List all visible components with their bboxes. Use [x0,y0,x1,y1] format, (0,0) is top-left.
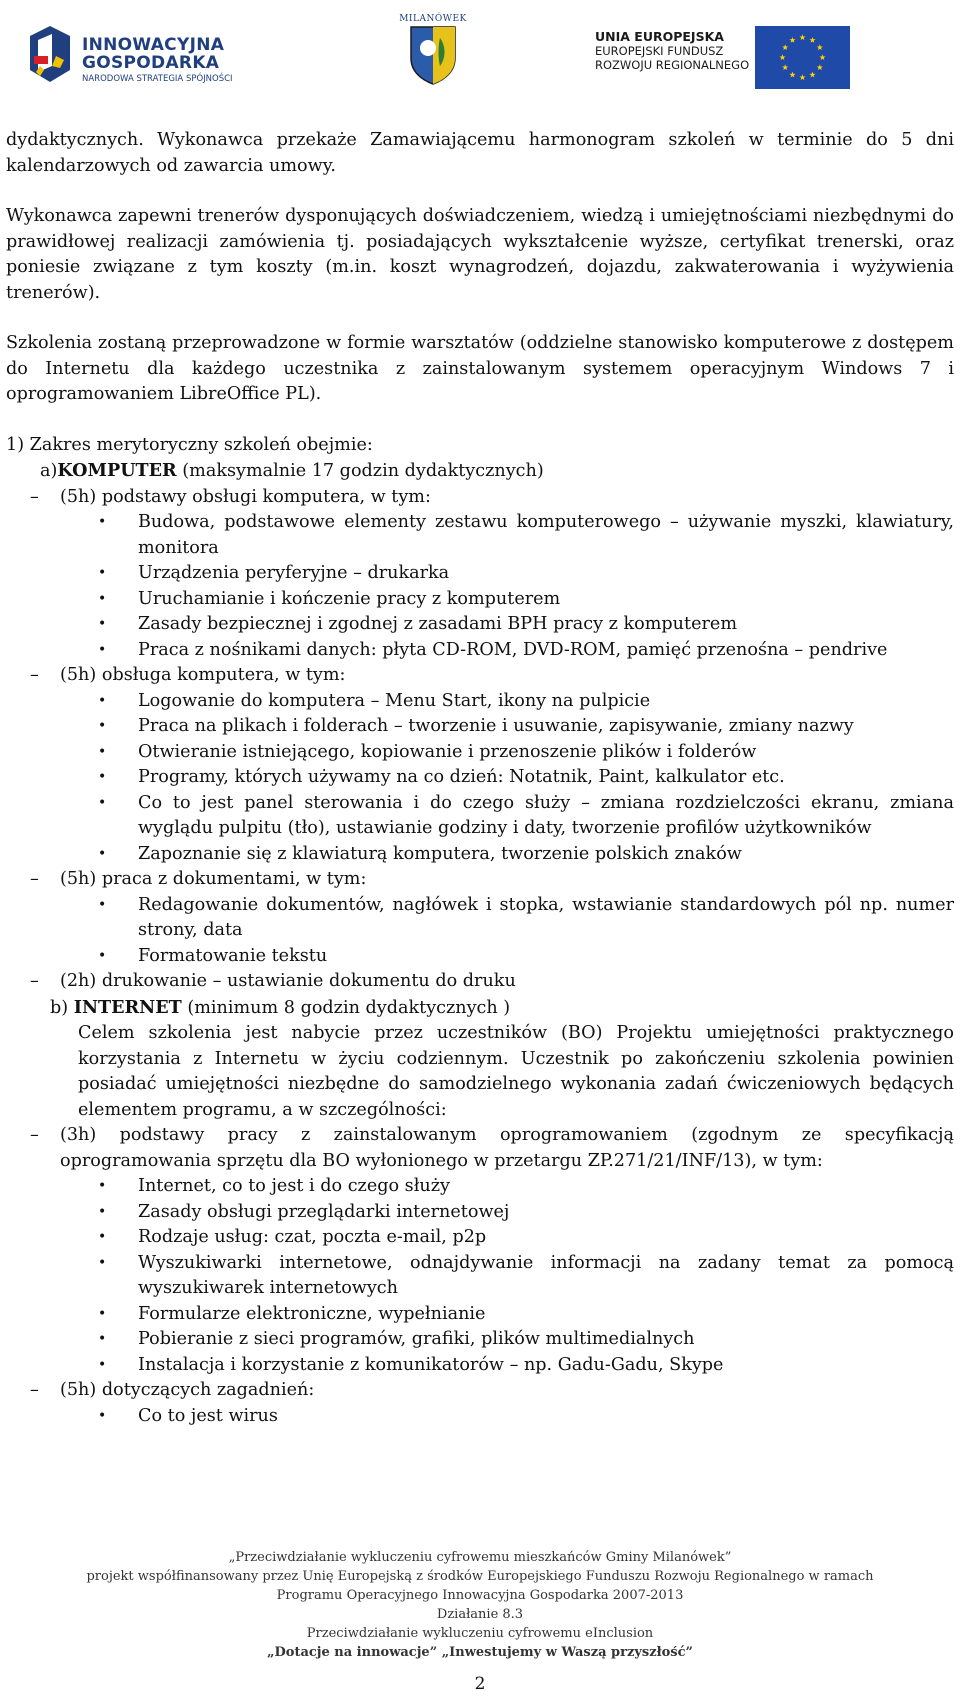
bullet-text: Logowanie do komputera – Menu Start, ikony na pulpicie [138,690,651,711]
bullet-marker: • [98,1407,107,1424]
bullet-marker: • [98,1229,107,1245]
bullet-item [6,689,954,715]
bullet-item [6,740,954,766]
bullet-item [6,714,954,740]
footer-einclusion: Przeciwdziałanie wykluczeniu cyfrowemu eInclusion [306,1626,654,1641]
dash-item-internet-basics [6,1123,954,1174]
bullet-item [6,587,954,613]
ue-logo-text [595,30,749,72]
innowacyjna-gospodarka-logo [30,22,240,92]
dash-item-operation [6,663,954,689]
bullet-item [6,842,954,868]
section-b-heading [6,995,954,1022]
bullet-text: Pobieranie z sieci programów, grafiki, plików multimedialnych [138,1329,695,1349]
bullet-text: Formatowanie tekstu [138,945,328,966]
bullet-marker: • [98,1305,107,1322]
bullet-list-documents [6,893,954,970]
ig-logo-line1: INNOWACYJNA [82,35,225,55]
bullet-item [6,612,954,638]
dash-marker: – [30,869,39,889]
paragraph-schedule: dydaktycznych. Wykonawca przekaże Zamawiającemu harmonogram szkoleń w terminie do 5 dni kalendarzowych od zawarcia umowy. [6,130,954,176]
ue-line1: UNIA EUROPEJSKA [595,29,724,44]
milanowek-crest [398,14,468,94]
bullet-item [6,1225,954,1251]
bullet-text: Programy, których używamy na co dzień: Notatnik, Paint, kalkulator etc. [138,767,785,787]
milanowek-name: MILANÓWEK [399,14,467,24]
bullet-marker: • [98,616,107,632]
bullet-item [6,638,954,664]
bullet-item [6,510,954,561]
bullet-marker: • [98,1178,107,1194]
bullet-item [6,1327,954,1353]
bullet-text: Urządzenia peryferyjne – drukarka [138,563,450,583]
bullet-text: Rodzaje usług: czat, poczta e-mail, p2p [138,1227,487,1247]
bullet-item [6,765,954,791]
bullet-marker: • [98,718,107,734]
bullet-text: Otwieranie istniejącego, kopiowanie i przenoszenie plików i folderów [138,741,757,762]
bullet-marker: • [98,1356,107,1373]
bullet-item [6,944,954,970]
bullet-marker: • [98,794,107,811]
scope-heading: 1) Zakres merytoryczny szkoleń obejmie: [6,434,373,455]
dash-marker: – [30,1125,39,1145]
ue-line3: ROZWOJU REGIONALNEGO [595,58,750,72]
dash-marker: – [30,1380,39,1400]
dash-item-basics [6,485,954,511]
bullet-text: Zasady bezpiecznej i zgodnej z zasadami BPH pracy z komputerem [138,614,738,634]
section-b-description: Celem szkolenia jest nabycie przez uczestników (BO) Projektu umiejętności praktycznego korzystania z Internetu w życiu codziennym. Uczestnik po zakończeniu szkolenia powinien posiadać umiejętności niezbędne do samodzielnego wykonania zadań ćwiczeniowych będących elementem programu, a w szczególności: [78,1023,954,1120]
bullet-item [6,1174,954,1200]
bullet-list-topics [6,1404,954,1430]
dash-item-printing [6,969,954,995]
dash-marker: – [30,971,39,991]
bullet-list-operation [6,689,954,868]
paragraph-workshops: Szkolenia zostaną przeprowadzone w formie warsztatów (oddzielne stanowisko komputerowe z dostępem do Internetu dla każdego uczestnika z zainstalowanym systemem operacyjnym Windows 7 i oprogramowaniem LibreOffice PL). [6,333,954,404]
bullet-marker: • [98,743,107,760]
section-a-title: KOMPUTER [57,460,177,481]
document-body [6,128,954,1429]
bullet-marker: • [98,947,107,964]
bullet-text: Redagowanie dokumentów, nagłówek i stopka, wstawianie standardowych pól np. numer strony, data [138,894,954,940]
section-b-prefix: b) [50,997,69,1018]
bullet-item [6,1251,954,1302]
ig-logo-text [82,36,224,72]
bullet-marker: • [98,692,107,709]
bullet-item [6,1353,954,1379]
bullet-item [6,791,954,842]
bullet-text: Zasady obsługi przeglądarki internetowej [138,1201,510,1222]
milanowek-coat-of-arms-icon [408,24,458,86]
section-b-title: INTERNET [73,996,182,1018]
section-a-hours: (maksymalnie 17 godzin dydaktycznych) [176,461,544,481]
bullet-marker: • [98,641,107,658]
bullet-text: Formularze elektroniczne, wypełnianie [138,1303,486,1324]
ig-logo-line2: GOSPODARKA [82,53,220,73]
page-number: 2 [474,1674,486,1694]
bullet-text: Instalacja i korzystanie z komunikatorów – np. Gadu-Gadu, Skype [138,1354,724,1375]
footer-action: Działanie 8.3 [436,1607,524,1622]
section-a-heading [6,458,954,485]
bullet-marker: • [98,514,107,530]
bullet-text: Budowa, podstawowe elementy zestawu komputerowego – używanie myszki, klawiatury, monitora [138,512,954,558]
bullet-marker: • [98,565,107,581]
bullet-text: Internet, co to jest i do czego służy [138,1176,450,1196]
dash-item-text: (3h) podstawy pracy z zainstalowanym oprogramowaniem (zgodnym ze specyfikacją oprogramowania sprzętu dla BO wyłonionego w przetargu ZP.271/21/INF/13), w tym: [60,1125,954,1171]
ig-logo-subtitle: NARODOWA STRATEGIA SPÓJNOŚCI [82,74,233,84]
dash-item-topics [6,1378,954,1404]
bullet-text: Co to jest panel sterowania i do czego służy – zmiana rozdzielczości ekranu, zmiana wyglądu pulpitu (tło), ustawianie godziny i daty, tworzenie profilów użytkowników [138,792,954,838]
dash-item-documents [6,867,954,893]
footer-slogans: „Dotacje na innowacje” „Inwestujemy w Waszą przyszłość” [267,1645,693,1660]
bullet-list-internet [6,1174,954,1378]
eu-flag-icon [755,26,850,89]
bullet-list-basics [6,510,954,663]
dash-marker: – [30,665,39,685]
dash-item-text: (5h) podstawy obsługi komputera, w tym: [60,486,431,507]
page-header [0,0,865,108]
ue-line2: EUROPEJSKI FUNDUSZ [595,44,724,58]
bullet-item [6,1404,954,1430]
dash-item-text: (5h) dotyczących zagadnień: [60,1380,315,1400]
section-b-hours: (minimum 8 godzin dydaktycznych ) [181,997,511,1018]
bullet-item [6,893,954,944]
bullet-text: Wyszukiwarki internetowe, odnajdywanie informacji na zadany temat za pomocą wyszukiwarek internetowych [138,1252,954,1298]
bullet-marker: • [98,1331,107,1347]
bullet-marker: • [98,590,107,607]
section-a-prefix: a) [40,461,58,481]
bullet-text: Zapoznanie się z klawiaturą komputera, tworzenie polskich znaków [138,843,742,864]
dash-item-text: (5h) obsługa komputera, w tym: [60,665,346,685]
bullet-marker: • [98,845,107,862]
bullet-item [6,1200,954,1226]
paragraph-trainers: Wykonawca zapewni trenerów dysponujących doświadczeniem, wiedzą i umiejętnościami niezbędnymi do prawidłowej realizacji zamówienia tj. posiadających wykształcenie wyższe, certyfikat trenerski, oraz poniesie związane z tym koszty (m.in. koszt wynagrodzeń, dojazdu, zakwaterowania i wyżywienia trenerów). [6,206,954,303]
footer-cofinancing: projekt współfinansowany przez Unię Europejską z środków Europejskiego Funduszu Rozwoju Regionalnego w ramach [86,1569,874,1584]
bullet-item [6,561,954,587]
bullet-text: Co to jest wirus [138,1405,278,1426]
bullet-marker: • [98,896,107,913]
footer-programme: Programu Operacyjnego Innowacyjna Gospodarka 2007-2013 [276,1588,684,1603]
unia-europejska-logo [595,26,855,90]
dash-marker: – [30,486,39,507]
footer-project-title: „Przeciwdziałanie wykluczeniu cyfrowemu mieszkańców Gminy Milanówek” [228,1550,732,1565]
bullet-text: Uruchamianie i kończenie pracy z komputerem [138,588,561,609]
ig-logo-mark-icon [30,26,70,82]
bullet-marker: • [98,769,107,785]
bullet-marker: • [98,1254,107,1271]
bullet-text: Praca z nośnikami danych: płyta CD-ROM, DVD-ROM, pamięć przenośna – pendrive [138,639,888,660]
bullet-item [6,1302,954,1328]
dash-item-text: (2h) drukowanie – ustawianie dokumentu do druku [60,971,516,991]
bullet-text: Praca na plikach i folderach – tworzenie i usuwanie, zapisywanie, zmiany nazwy [138,716,854,736]
dash-item-text: (5h) praca z dokumentami, w tym: [60,869,367,889]
bullet-marker: • [98,1203,107,1220]
page-footer [0,1548,960,1662]
